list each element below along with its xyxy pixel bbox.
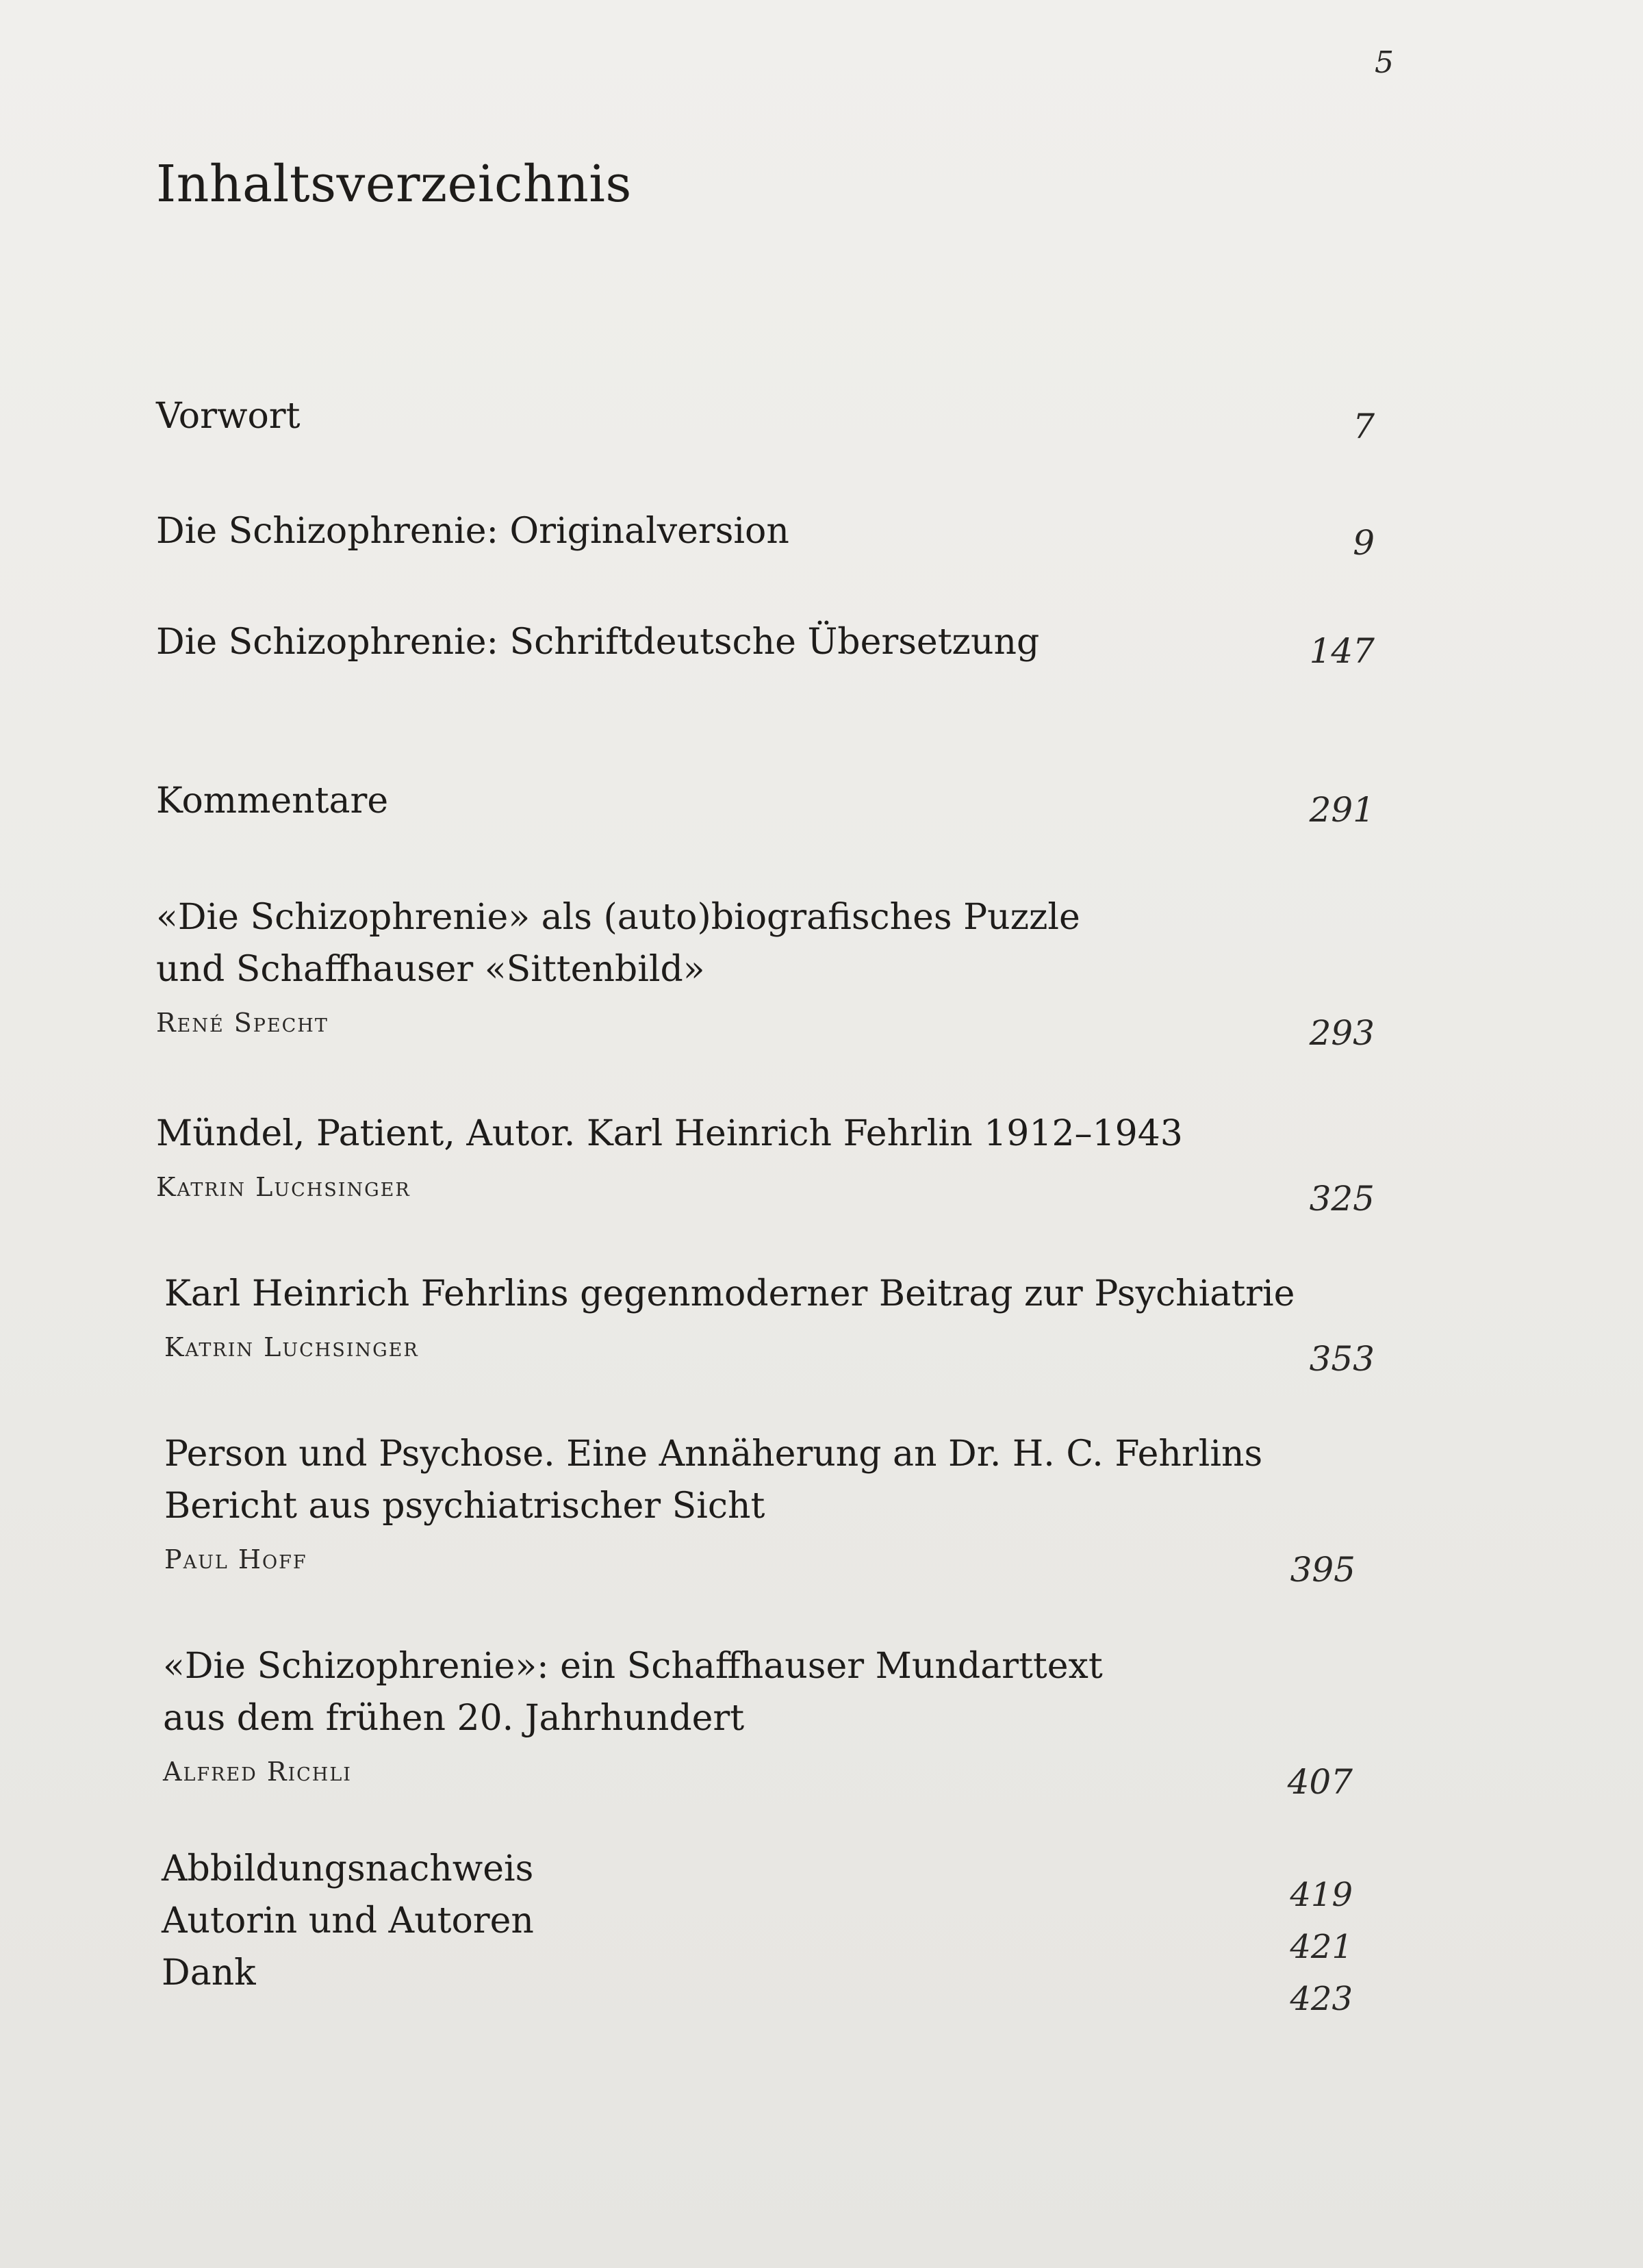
toc-entry-page: 291 — [1309, 790, 1375, 830]
toc-entry-kommentare — [156, 775, 1375, 830]
toc-entry-title: Kommentare — [156, 780, 389, 821]
toc-entry-page: 407 — [1287, 1762, 1353, 1802]
toc-entry-title: Mündel, Patient, Autor. Karl Heinrich Fehrlin 1912–1943 — [156, 1113, 1183, 1154]
end-matter-title: Abbildungsnachweis — [162, 1848, 534, 1889]
end-matter-page: 423 — [1290, 1980, 1353, 2018]
toc-entry-author: René Specht — [156, 1008, 329, 1038]
toc-entry-page: 293 — [1309, 1013, 1375, 1053]
toc-entry-title-line-2: und Schaffhauser «Sittenbild» — [156, 949, 705, 990]
end-matter-page: 419 — [1290, 1876, 1353, 1914]
toc-entry-page: 7 — [1353, 407, 1375, 446]
end-matter-page: 421 — [1290, 1928, 1353, 1966]
end-matter-pages — [1290, 1869, 1353, 2025]
toc-entry-page: 325 — [1309, 1179, 1375, 1219]
toc-entry-title: Die Schizophrenie: Originalversion — [156, 511, 789, 552]
toc-entry-page: 9 — [1353, 523, 1375, 563]
toc-entry-mundarttext — [163, 1640, 1353, 1802]
toc-entry-muendel — [156, 1108, 1375, 1219]
toc-entry-puzzle — [156, 891, 1375, 1053]
toc-entry-title-line-1: Person und Psychose. Eine Annäherung an Dr. H. C. Fehrlins — [164, 1434, 1263, 1475]
toc-entry-author: Paul Hoff — [164, 1544, 307, 1575]
toc-entry-page: 147 — [1309, 631, 1375, 671]
toc-entry-title: Die Schizophrenie: Schriftdeutsche Übersetzung — [156, 622, 1040, 663]
end-matter-list — [162, 1843, 1353, 1999]
toc-entry-page: 353 — [1309, 1339, 1375, 1379]
toc-entry-author: Alfred Richli — [163, 1757, 352, 1787]
toc-entry-page: 395 — [1290, 1550, 1355, 1590]
toc-entry-psychose — [164, 1428, 1355, 1590]
toc-entry-title-line-1: «Die Schizophrenie»: ein Schaffhauser Mundarttext — [163, 1646, 1103, 1687]
end-matter-title: Dank — [162, 1952, 256, 1993]
toc-entry-title: Karl Heinrich Fehrlins gegenmoderner Beitrag zur Psychiatrie — [164, 1273, 1295, 1314]
toc-entry-beitrag — [164, 1268, 1375, 1379]
page-title: Inhaltsverzeichnis — [156, 155, 632, 214]
end-matter-title: Autorin und Autoren — [162, 1900, 534, 1941]
toc-entry-title: Vorwort — [156, 396, 301, 437]
toc-entry-vorwort — [156, 390, 1375, 446]
toc-entry-title-line-2: Bericht aus psychiatrischer Sicht — [164, 1486, 765, 1527]
toc-entry-author: Katrin Luchsinger — [156, 1172, 411, 1202]
toc-entry-title-line-1: «Die Schizophrenie» als (auto)biografisches Puzzle — [156, 897, 1080, 938]
toc-entry-uebersetzung — [156, 616, 1375, 671]
toc-entry-title-line-2: aus dem frühen 20. Jahrhundert — [163, 1698, 745, 1739]
page-number: 5 — [1375, 45, 1394, 80]
toc-entry-author: Katrin Luchsinger — [164, 1332, 419, 1362]
toc-entry-originalversion — [156, 505, 1375, 563]
